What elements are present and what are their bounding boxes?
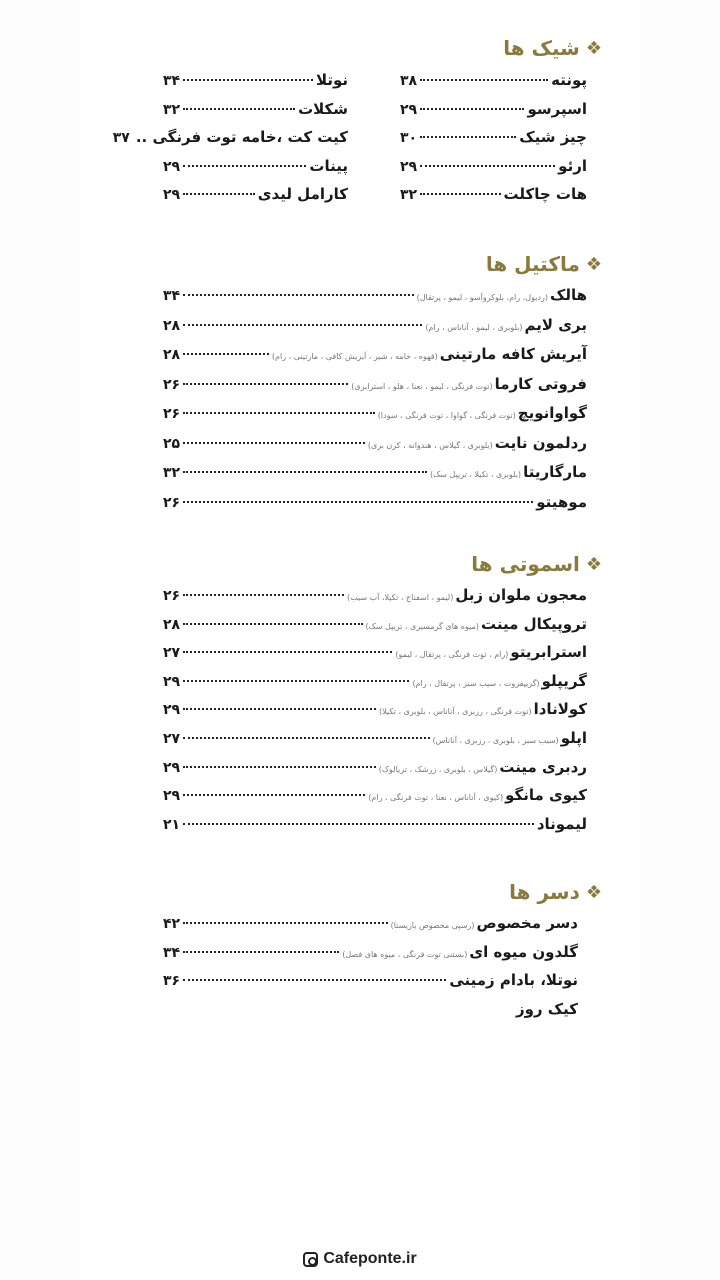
dot-leader [183,107,295,110]
item-price: ۲۶ [163,494,181,511]
item-description: (بستنی توت فرنگی ، میوه های فصل) [342,949,468,959]
dot-leader [183,650,392,653]
ornament-icon: ❖ [585,253,602,275]
item-price: ۳۶ [163,973,181,989]
item-price: ۲۹ [163,673,181,690]
item-price: ۲۷ [163,731,181,747]
dot-leader [183,978,446,981]
item-name: اپلو [560,729,587,747]
item-description: (سیب سبز ، بلوبری ، رزبری ، آناناس) [432,736,559,745]
item-name: گلدون میوه ای [469,942,578,961]
dot-leader [183,500,533,503]
menu-item-row [163,971,578,995]
menu-item-row [163,586,587,610]
item-price: ۳۸ [400,73,418,89]
menu-item-row [163,404,587,428]
item-price: ۲۸ [163,317,181,334]
dot-leader [183,441,365,444]
menu-item-row [163,815,587,839]
menu-item-row [163,493,587,517]
item-name: کیت کت ،خامه توت فرنگی .. [135,128,348,146]
item-price: ۲۹ [400,101,418,118]
item-description: (میوه های گرمسیری ، تریپل سک) [365,621,479,631]
item-description: (توت فرنگی ، رزبری ، آناناس ، بلوبری ، تکیلا) [379,707,532,717]
menu-item-row [163,729,587,753]
item-name: دسر مخصوص [476,914,578,932]
website-link[interactable]: Cafeponte.ir [323,1250,417,1267]
section-title-text: اسموتی ها [471,552,580,576]
dot-leader [183,765,376,768]
menu-item-row [163,943,578,967]
item-name: کولانادا [533,700,587,719]
item-price: ۲۶ [163,588,181,604]
ornament-icon: ❖ [585,37,602,59]
item-name: اسپرسو [527,99,587,118]
menu-item-row [163,286,587,310]
item-name: پونته [551,71,587,89]
menu-item-row [163,700,587,724]
menu-item-row [163,672,587,696]
item-name: بری لایم [524,315,587,334]
item-price: ۲۹ [163,187,181,203]
menu-item-row [163,758,587,782]
item-price: ۲۹ [400,158,418,175]
menu-item-row [163,643,587,667]
footer [0,1250,720,1268]
item-name: آیریش کافه مارتینی [439,345,587,363]
menu-item-row [400,185,587,209]
dot-leader [183,793,365,796]
dot-leader [183,323,422,326]
menu-item-row [400,71,587,95]
item-description: (توت فرنگی ، گواوا ، توت فرنگی ، سودا) [377,411,516,420]
item-description: (ردبول، رام، بلوکروآسو ، لیمو ، پرتقال) [416,293,548,302]
item-price: ۳۲ [400,187,418,203]
dot-leader [183,470,427,473]
section-title-text: شیک ها [503,36,580,60]
dot-leader [183,164,306,167]
item-name: ردلمون نایت [494,433,587,452]
item-description: (توت فرنگی ، لیمو ، نعنا ، هلو ، استرابری) [351,381,493,391]
item-price: ۲۸ [163,347,181,363]
item-price: ۲۸ [163,616,181,633]
item-price: ۳۲ [163,465,181,481]
menu-item-row [400,128,587,152]
menu-item-row [163,434,587,458]
dot-leader [420,78,548,81]
menu-item-row [400,100,587,124]
item-price: ۳۷ [112,130,130,146]
item-price: ۳۰ [400,130,418,146]
dot-leader [183,622,362,625]
item-name: مارگاریتا [523,463,587,481]
item-price: ۲۹ [163,759,181,776]
menu-item-row [163,1000,578,1024]
item-name: استرابریتو [510,643,587,662]
menu-item-row [163,375,587,399]
dot-leader [183,293,413,296]
dot-leader [183,78,313,81]
item-name: فروتی کارما [494,374,587,393]
section-title-text: ماکتیل ها [485,252,580,276]
section-title-text: دسر ها [509,880,580,904]
menu-item-row [163,71,348,95]
item-name: معجون ملوان زبل [455,586,587,604]
menu-item-row [163,345,587,369]
item-name: کیوی مانگو [505,786,587,805]
item-name: لیموناد [536,814,587,833]
item-price: ۳۲ [163,101,181,118]
item-description: (گیلاس ، بلوبری ، زرشک ، تریالوک) [378,764,498,774]
item-name: کیک روز [515,999,578,1018]
item-name: ردبری مینت [499,757,587,776]
section-title-mocktails [486,252,602,276]
item-name: تروپیکال مینت [480,614,587,633]
item-description: (بلوبری ، لیمو ، آناناس ، رام) [425,322,523,332]
menu-item-row [163,786,587,810]
ornament-icon: ❖ [585,881,602,903]
dot-leader [183,352,269,355]
dot-leader [420,192,500,195]
dot-leader [183,192,255,195]
item-price: ۲۹ [163,158,181,175]
item-price: ۴۲ [163,916,181,932]
item-name: کارامل لیدی [257,185,348,203]
section-title-shakes [503,36,602,60]
item-price: ۲۹ [163,702,181,719]
instagram-icon [303,1252,318,1267]
menu-item-row [163,100,348,124]
item-description: (کیوی ، آناناس ، نعنا ، توت فرنگی ، رام) [368,793,504,803]
item-price: ۳۴ [163,73,181,89]
item-name: پینات [309,156,348,175]
item-price: ۲۵ [163,435,181,452]
dot-leader [183,822,534,825]
menu-item-row [163,185,348,209]
menu-item-row [163,615,587,639]
dot-leader [420,135,516,138]
menu-item-row [163,316,587,340]
section-title-smoothies [471,552,602,576]
ornament-icon: ❖ [585,553,602,575]
item-description: (قهوه ، خامه ، شیر ، آیریش کافی ، مارتینی ، رام) [271,352,438,361]
menu-item-row [163,463,587,487]
dot-leader [183,382,348,385]
item-name: هالک [549,286,587,304]
item-description: (رسپی مخصوص باریستا) [390,921,475,930]
dot-leader [183,679,409,682]
item-name: موهیتو [536,492,587,511]
menu-item-row [163,914,578,938]
item-price: ۲۹ [163,788,181,805]
menu-item-row [112,128,348,152]
item-price: ۳۴ [163,288,181,304]
item-description: (رام ، توت فرنگی ، پرتقال ، لیمو) [395,650,509,660]
item-price: ۲۶ [163,406,181,422]
item-price: ۳۴ [163,944,181,961]
item-name: چیز شیک [519,128,587,146]
menu-item-row [163,157,348,181]
dot-leader [420,107,524,110]
dot-leader [183,950,339,953]
item-description: (لیمو ، اسفناج ، تکیلا، آب سیب) [346,593,454,602]
menu-item-row [400,157,587,181]
item-price: ۲۷ [163,645,181,662]
item-price: ۲۶ [163,376,181,393]
dot-leader [183,593,344,596]
item-name: ارئو [558,156,587,175]
dot-leader [183,411,375,414]
item-name: هات چاکلت [503,185,587,203]
item-description: (گریپفروت ، سیب سبز ، پرتقال ، رام) [412,678,540,688]
item-description: (بلوبری ، گیلاس ، هندوانه ، کرن بری) [367,440,493,450]
dot-leader [420,164,555,167]
item-name: گواوانویچ [517,404,587,422]
dot-leader [183,707,376,710]
section-title-desserts [509,880,602,904]
item-name: نوتلا [315,71,348,89]
item-name: نوتلا، بادام زمینی [449,971,578,989]
item-description: (بلوبری ، تکیلا ، تریپل سک) [429,470,522,479]
dot-leader [183,736,429,739]
item-name: شکلات [298,99,348,118]
item-price: ۲۱ [163,816,181,833]
dot-leader [183,921,388,924]
item-name: گریپلو [541,671,587,690]
